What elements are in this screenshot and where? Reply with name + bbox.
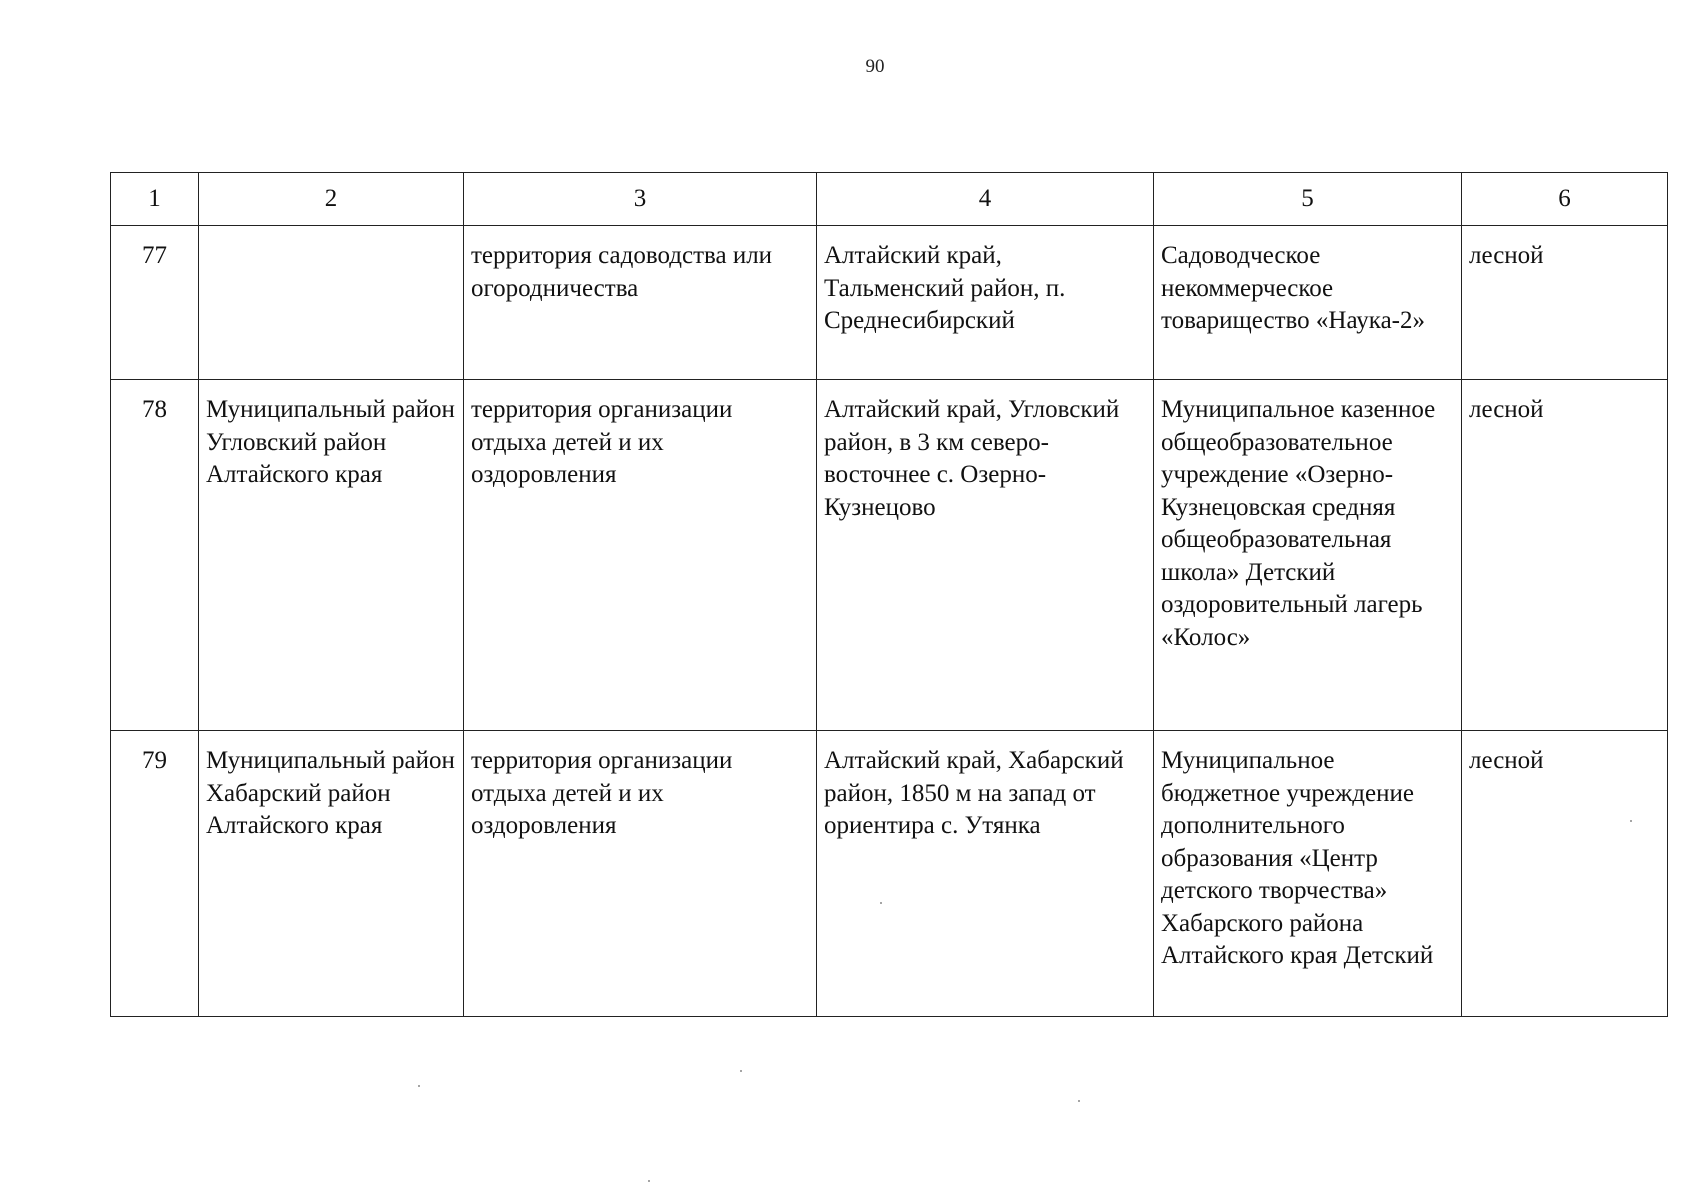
table-row xyxy=(111,226,1668,380)
registry-table xyxy=(110,172,1668,1017)
column-header: 6 xyxy=(1462,173,1668,226)
row-number: 78 xyxy=(111,380,199,731)
column-header: 3 xyxy=(464,173,817,226)
scan-speck xyxy=(1630,820,1632,822)
municipality-cell xyxy=(199,226,464,380)
scan-speck xyxy=(1078,1100,1080,1102)
page-number: 90 xyxy=(865,56,885,77)
location-cell: Алтайский край, Хабарский район, 1850 м на запад от ориентира с. Утянка xyxy=(817,731,1154,1017)
land-category-cell: лесной xyxy=(1462,226,1668,380)
scan-speck xyxy=(880,902,882,904)
table-row xyxy=(111,731,1668,1017)
land-category-cell: лесной xyxy=(1462,380,1668,731)
scan-speck xyxy=(418,1085,420,1087)
column-header: 2 xyxy=(199,173,464,226)
municipality-cell: Муниципальный район Хабарский район Алтайского края xyxy=(199,731,464,1017)
territory-type-cell: территория садоводства или огородничества xyxy=(464,226,817,380)
column-header: 5 xyxy=(1154,173,1462,226)
territory-type-cell: территория организации отдыха детей и их оздоровления xyxy=(464,380,817,731)
column-header: 4 xyxy=(817,173,1154,226)
location-cell: Алтайский край, Тальменский район, п. Среднесибирский xyxy=(817,226,1154,380)
scan-speck xyxy=(648,1180,650,1182)
territory-type-cell: территория организации отдыха детей и их оздоровления xyxy=(464,731,817,1017)
organization-cell: Садоводческое некоммерческое товарищество «Наука-2» xyxy=(1154,226,1462,380)
table-header-row xyxy=(111,173,1668,226)
table-row xyxy=(111,380,1668,731)
scan-speck xyxy=(740,1070,742,1072)
row-number: 79 xyxy=(111,731,199,1017)
organization-cell: Муниципальное казенное общеобразовательное учреждение «Озерно-Кузнецовская средняя общеобразовательная школа» Детский оздоровительный лагерь «Колос» xyxy=(1154,380,1462,731)
organization-cell: Муниципальное бюджетное учреждение дополнительного образования «Центр детского творчества» Хабарского района Алтайского края Детский xyxy=(1154,731,1462,1017)
location-cell: Алтайский край, Угловский район, в 3 км северо-восточнее с. Озерно-Кузнецово xyxy=(817,380,1154,731)
column-header: 1 xyxy=(111,173,199,226)
land-category-cell: лесной xyxy=(1462,731,1668,1017)
row-number: 77 xyxy=(111,226,199,380)
municipality-cell: Муниципальный район Угловский район Алтайского края xyxy=(199,380,464,731)
